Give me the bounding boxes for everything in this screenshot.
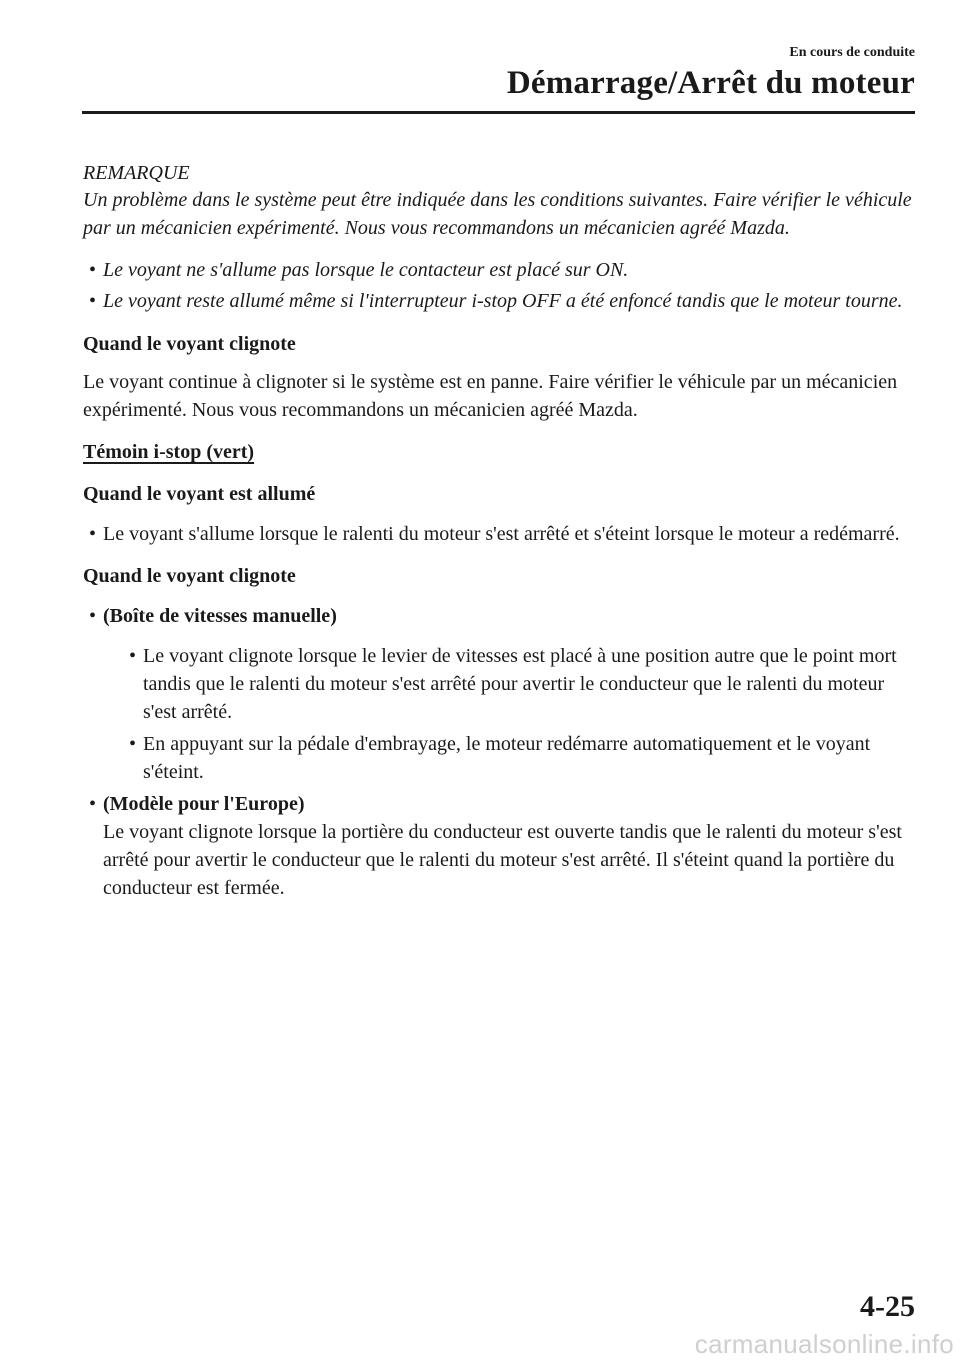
heading-blinking: Quand le voyant clignote	[83, 333, 296, 355]
section-label: En cours de conduite	[789, 45, 915, 60]
heading-blinking-istop: Quand le voyant clignote	[83, 565, 296, 587]
page-number: 4-25	[860, 1290, 915, 1323]
bullet-icon: •	[129, 645, 137, 667]
bullet-icon: •	[89, 259, 97, 281]
bullet-icon: •	[89, 523, 97, 545]
list-item	[83, 287, 918, 315]
list-item-text: Le voyant s'allume lorsque le ralenti du moteur s'est arrêté et s'éteint lorsque le moteur a redémarré.	[103, 523, 900, 545]
note-text: Un problème dans le système peut être indiquée dans les conditions suivantes. Faire vérifier le véhicule par un mécanicien expérimenté. Nous vous recommandons un mécanicien agréé Mazda.	[83, 189, 912, 239]
main-content	[83, 160, 918, 902]
list-item	[123, 642, 918, 726]
list-item	[83, 520, 918, 548]
manual-bullet-list	[103, 642, 918, 786]
list-item-text: Le voyant clignote lorsque le levier de vitesses est placé à une position autre que le point mort tandis que le ralenti du moteur s'est arrêté pour avertir le conducteur que le ralenti du moteur s'est arrêté.	[143, 645, 897, 723]
istop-section-title: Témoin i-stop (vert)	[83, 441, 255, 463]
blinking-paragraph: Le voyant continue à clignoter si le système est en panne. Faire vérifier le véhicule par un mécanicien expérimenté. Nous vous recommandons un mécanicien agréé Mazda.	[83, 371, 898, 421]
note-block	[83, 160, 918, 315]
bullet-icon: •	[129, 733, 137, 755]
list-item-text: Le voyant ne s'allume pas lorsque le contacteur est placé sur ON.	[103, 259, 629, 281]
list-item	[83, 602, 918, 786]
list-item	[83, 790, 918, 902]
list-item-text: Le voyant reste allumé même si l'interrupteur i-stop OFF a été enfoncé tandis que le moteur tourne.	[103, 290, 903, 312]
watermark: carmanualsonline.info	[694, 1329, 954, 1359]
page-header	[507, 44, 915, 102]
bullet-icon: •	[89, 605, 97, 627]
blink-bullet-list	[83, 602, 918, 902]
manual-transmission-label: (Boîte de vitesses manuelle)	[103, 605, 337, 627]
lit-bullet-list	[83, 520, 918, 548]
list-item	[83, 256, 918, 284]
note-bullet-list	[83, 256, 918, 315]
europe-model-label: (Modèle pour l'Europe)	[103, 793, 305, 815]
list-item-text: En appuyant sur la pédale d'embrayage, le moteur redémarre automatiquement et le voyant s'éteint.	[143, 733, 871, 783]
list-item	[123, 730, 918, 786]
heading-lit: Quand le voyant est allumé	[83, 483, 316, 505]
page-title: Démarrage/Arrêt du moteur	[506, 65, 915, 101]
header-rule	[82, 111, 915, 114]
note-label: REMARQUE	[83, 162, 190, 184]
bullet-icon: •	[89, 793, 97, 815]
europe-model-text: Le voyant clignote lorsque la portière du conducteur est ouverte tandis que le ralenti du moteur s'est arrêté pour avertir le conducteur que le ralenti du moteur s'est arrêté. Il s'éteint quand la portière du conducteur est fermée.	[103, 821, 902, 899]
bullet-icon: •	[89, 290, 97, 312]
